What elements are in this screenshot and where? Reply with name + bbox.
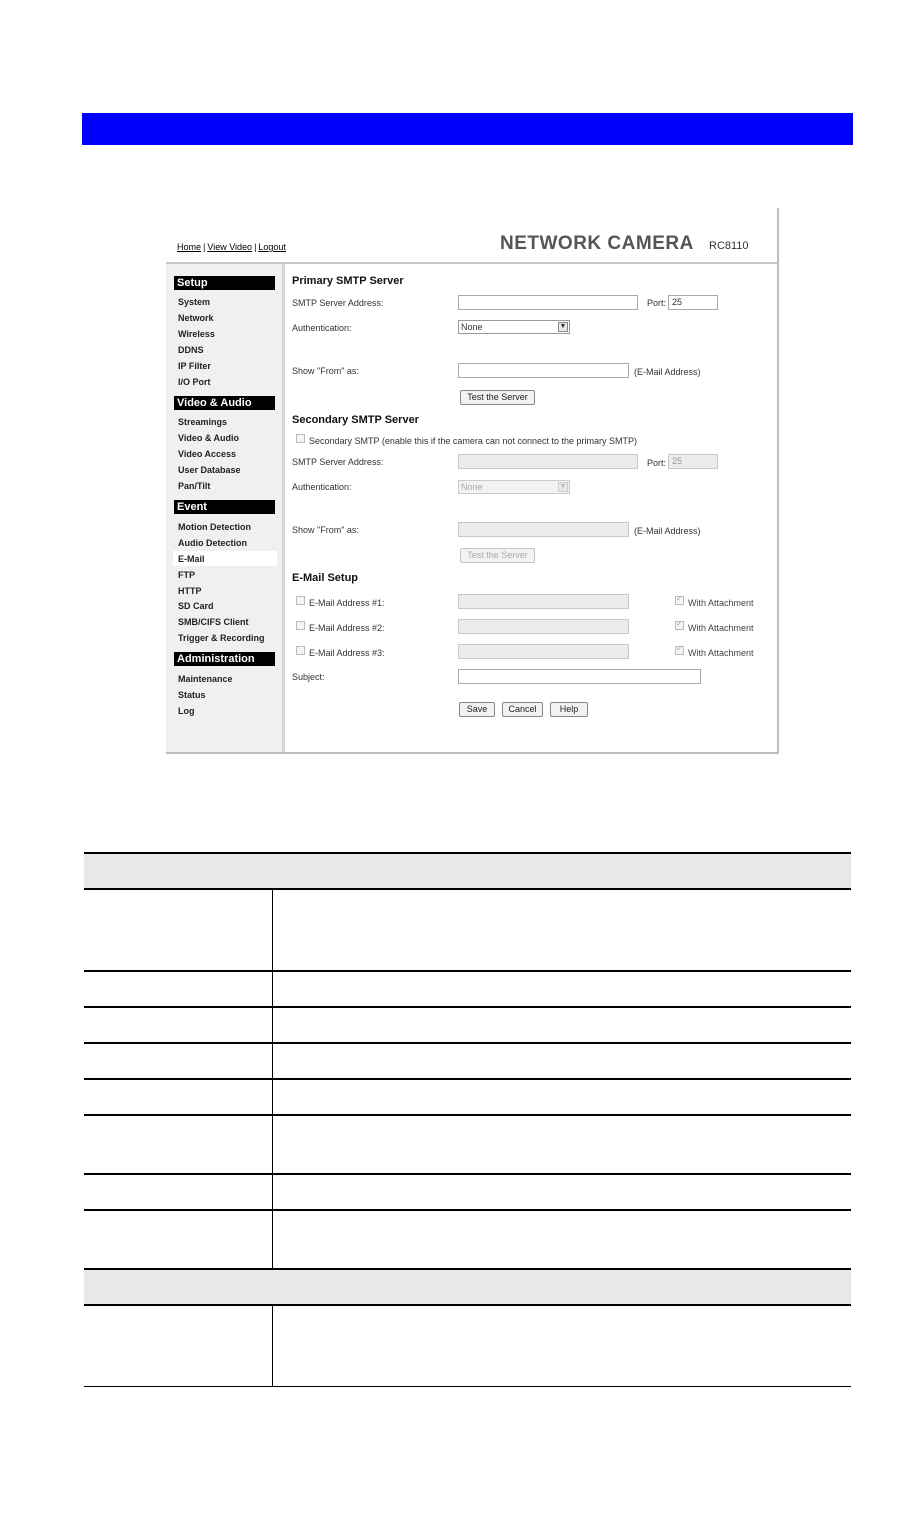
secondary-auth-select[interactable] <box>458 480 570 494</box>
subject-input[interactable] <box>458 669 701 684</box>
logout-link[interactable]: Logout <box>258 242 286 252</box>
secondary-port-input[interactable]: 25 <box>668 454 718 469</box>
sidebar-item-audio-detection[interactable]: Audio Detection <box>178 538 247 548</box>
primary-port-label: Port: <box>647 298 667 308</box>
sidebar-item-http[interactable]: HTTP <box>178 586 202 596</box>
top-links: Home | View Video | Logout <box>177 242 286 252</box>
model-number: RC8110 <box>709 240 749 252</box>
secondary-enable-label: Secondary SMTP (enable this if the camera can not connect to the primary SMTP) <box>309 436 637 446</box>
sidebar-item-video-audio[interactable]: Video & Audio <box>178 433 240 443</box>
email-address-1-input[interactable] <box>458 594 629 609</box>
email-settings-panel <box>285 264 777 752</box>
sidebar-item-sd-card[interactable]: SD Card <box>178 601 214 611</box>
sidebar-item-user-database[interactable]: User Database <box>178 465 241 475</box>
primary-server-label: SMTP Server Address: <box>292 298 384 308</box>
email-address-1-checkbox[interactable] <box>296 596 305 605</box>
section-title-bar <box>82 113 853 145</box>
secondary-smtp-heading: Secondary SMTP Server <box>292 414 419 426</box>
sidebar-item-motion-detection[interactable]: Motion Detection <box>178 522 251 532</box>
sidebar-item-io-port[interactable]: I/O Port <box>178 377 211 387</box>
primary-from-input[interactable] <box>458 363 629 378</box>
sidebar-item-email[interactable]: E-Mail <box>178 554 205 564</box>
sidebar-heading-event: Event <box>174 500 275 514</box>
email-address-3-input[interactable] <box>458 644 629 659</box>
sidebar-item-video-access[interactable]: Video Access <box>178 449 237 459</box>
sidebar-item-ip-filter[interactable]: IP Filter <box>178 361 211 371</box>
table-row <box>84 971 851 1007</box>
table-row <box>84 1079 851 1115</box>
chevron-down-icon: ▼ <box>559 483 567 490</box>
table-row <box>84 1305 851 1387</box>
table-row <box>84 1210 851 1269</box>
secondary-test-button[interactable]: Test the Server <box>460 548 535 563</box>
table-row <box>84 889 851 971</box>
table-row <box>84 1043 851 1079</box>
sidebar-heading-video-audio: Video & Audio <box>174 396 275 410</box>
sidebar-heading-administration: Administration <box>174 652 275 666</box>
sidebar-item-trigger-recording[interactable]: Trigger & Recording <box>178 633 265 643</box>
help-button[interactable]: Help <box>550 702 588 717</box>
primary-auth-select[interactable] <box>458 320 570 334</box>
parameters-table <box>84 852 851 1387</box>
table-row <box>84 1115 851 1174</box>
view-video-link[interactable]: View Video <box>207 242 253 252</box>
email-address-1-label: E-Mail Address #1: <box>309 598 385 608</box>
brand-title: NETWORK CAMERA <box>500 233 694 254</box>
attachment-2-checkbox[interactable] <box>675 621 684 630</box>
sidebar-item-system[interactable]: System <box>178 297 211 307</box>
attachment-1-label: With Attachment <box>688 598 754 608</box>
secondary-auth-label: Authentication: <box>292 482 352 492</box>
sidebar-item-pan-tilt[interactable]: Pan/Tilt <box>178 481 211 491</box>
email-address-2-input[interactable] <box>458 619 629 634</box>
primary-test-button[interactable]: Test the Server <box>460 390 535 405</box>
attachment-2-label: With Attachment <box>688 623 754 633</box>
sidebar-item-smb-cifs-client[interactable]: SMB/CIFS Client <box>178 617 249 627</box>
chevron-down-icon: ▼ <box>559 323 567 330</box>
table-section-row <box>84 1269 851 1305</box>
sidebar-item-log[interactable]: Log <box>178 706 195 716</box>
email-setup-heading: E-Mail Setup <box>292 572 359 584</box>
sidebar-item-ddns[interactable]: DDNS <box>178 345 204 355</box>
table-row <box>84 1174 851 1210</box>
sidebar <box>166 264 285 752</box>
home-link[interactable]: Home <box>177 242 202 252</box>
secondary-port-label: Port: <box>647 458 667 468</box>
sidebar-item-ftp[interactable]: FTP <box>178 570 195 580</box>
sidebar-item-streamings[interactable]: Streamings <box>178 417 228 427</box>
save-button[interactable]: Save <box>459 702 495 717</box>
email-address-2-label: E-Mail Address #2: <box>309 623 385 633</box>
table-section-row <box>84 853 851 889</box>
email-address-3-label: E-Mail Address #3: <box>309 648 385 658</box>
secondary-auth-value: None <box>461 482 483 492</box>
subject-label: Subject: <box>292 672 325 682</box>
sidebar-heading-setup: Setup <box>174 276 275 290</box>
secondary-server-input[interactable] <box>458 454 638 469</box>
primary-from-label: Show "From" as: <box>292 366 359 376</box>
table-row <box>84 1007 851 1043</box>
cancel-button[interactable]: Cancel <box>502 702 543 717</box>
primary-auth-value: None <box>461 322 483 332</box>
camera-screenshot <box>166 208 779 754</box>
primary-port-input[interactable]: 25 <box>668 295 718 310</box>
secondary-server-label: SMTP Server Address: <box>292 457 384 467</box>
email-address-3-checkbox[interactable] <box>296 646 305 655</box>
attachment-3-label: With Attachment <box>688 648 754 658</box>
primary-from-hint: (E-Mail Address) <box>634 367 701 377</box>
camera-header <box>166 208 777 264</box>
attachment-3-checkbox[interactable] <box>675 646 684 655</box>
sidebar-item-wireless[interactable]: Wireless <box>178 329 215 339</box>
secondary-smtp-checkbox[interactable] <box>296 434 305 443</box>
primary-server-input[interactable] <box>458 295 638 310</box>
sidebar-item-network[interactable]: Network <box>178 313 214 323</box>
primary-auth-label: Authentication: <box>292 323 352 333</box>
sidebar-item-status[interactable]: Status <box>178 690 206 700</box>
secondary-from-label: Show "From" as: <box>292 525 359 535</box>
secondary-from-input[interactable] <box>458 522 629 537</box>
primary-smtp-heading: Primary SMTP Server <box>292 275 404 287</box>
attachment-1-checkbox[interactable] <box>675 596 684 605</box>
sidebar-item-maintenance[interactable]: Maintenance <box>178 674 233 684</box>
secondary-from-hint: (E-Mail Address) <box>634 526 701 536</box>
email-address-2-checkbox[interactable] <box>296 621 305 630</box>
